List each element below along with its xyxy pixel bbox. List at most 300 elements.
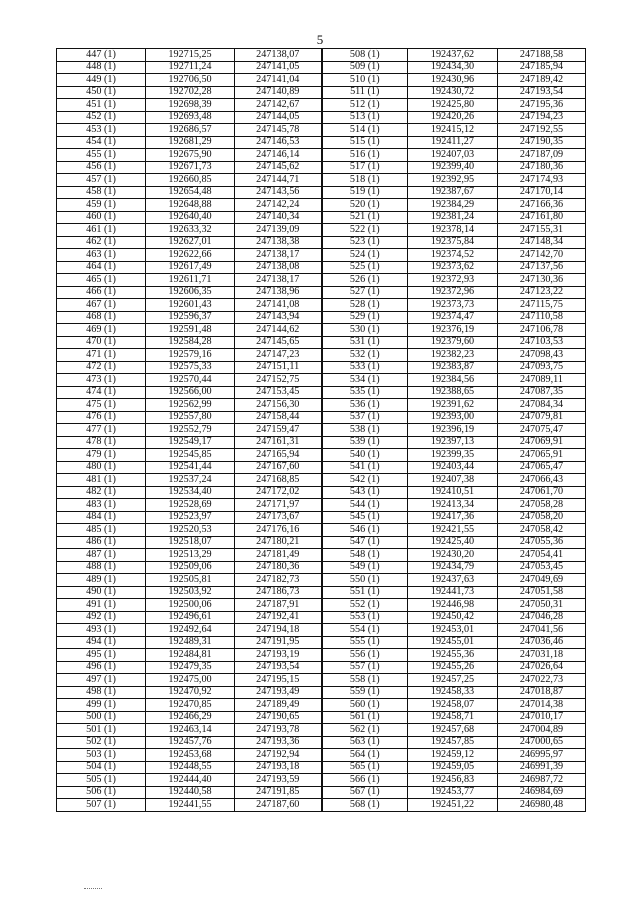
x-left-cell: 192520,53 xyxy=(146,524,235,537)
point-left-cell: 480 (1) xyxy=(57,461,146,474)
x-right-cell: 192425,80 xyxy=(408,99,498,112)
point-right-cell: 549 (1) xyxy=(322,561,408,574)
y-left-cell: 247187,60 xyxy=(235,799,322,812)
point-left-cell: 484 (1) xyxy=(57,511,146,524)
y-left-cell: 247145,62 xyxy=(235,161,322,174)
point-right-cell: 522 (1) xyxy=(322,224,408,237)
table-row xyxy=(57,774,586,787)
y-right-cell: 247065,47 xyxy=(498,461,586,474)
x-right-cell: 192450,42 xyxy=(408,611,498,624)
point-right-cell: 526 (1) xyxy=(322,274,408,287)
point-left-cell: 489 (1) xyxy=(57,574,146,587)
point-left-cell: 448 (1) xyxy=(57,61,146,74)
table-row xyxy=(57,186,586,199)
point-left-cell: 472 (1) xyxy=(57,361,146,374)
x-right-cell: 192407,03 xyxy=(408,149,498,162)
point-left-cell: 474 (1) xyxy=(57,386,146,399)
point-right-cell: 557 (1) xyxy=(322,661,408,674)
y-right-cell: 247050,31 xyxy=(498,599,586,612)
x-left-cell: 192633,32 xyxy=(146,224,235,237)
y-right-cell: 247036,46 xyxy=(498,636,586,649)
y-right-cell: 247180,36 xyxy=(498,161,586,174)
x-left-cell: 192706,50 xyxy=(146,74,235,87)
x-right-cell: 192407,38 xyxy=(408,474,498,487)
table-row xyxy=(57,86,586,99)
y-right-cell: 247106,78 xyxy=(498,324,586,337)
x-left-cell: 192606,35 xyxy=(146,286,235,299)
y-left-cell: 247141,05 xyxy=(235,61,322,74)
x-left-cell: 192541,44 xyxy=(146,461,235,474)
x-right-cell: 192374,47 xyxy=(408,311,498,324)
point-right-cell: 542 (1) xyxy=(322,474,408,487)
x-left-cell: 192500,06 xyxy=(146,599,235,612)
y-left-cell: 247180,36 xyxy=(235,561,322,574)
point-left-cell: 478 (1) xyxy=(57,436,146,449)
x-right-cell: 192451,22 xyxy=(408,799,498,812)
table-row xyxy=(57,274,586,287)
x-right-cell: 192396,19 xyxy=(408,424,498,437)
x-left-cell: 192611,71 xyxy=(146,274,235,287)
x-right-cell: 192382,23 xyxy=(408,349,498,362)
point-left-cell: 473 (1) xyxy=(57,374,146,387)
table-row xyxy=(57,374,586,387)
x-right-cell: 192410,51 xyxy=(408,486,498,499)
point-right-cell: 528 (1) xyxy=(322,299,408,312)
point-right-cell: 517 (1) xyxy=(322,161,408,174)
x-left-cell: 192671,73 xyxy=(146,161,235,174)
x-left-cell: 192693,48 xyxy=(146,111,235,124)
x-left-cell: 192444,40 xyxy=(146,774,235,787)
x-right-cell: 192455,26 xyxy=(408,661,498,674)
y-left-cell: 247187,91 xyxy=(235,599,322,612)
x-right-cell: 192458,07 xyxy=(408,699,498,712)
y-left-cell: 247141,08 xyxy=(235,299,322,312)
table-row xyxy=(57,174,586,187)
y-left-cell: 247138,07 xyxy=(235,49,322,62)
point-right-cell: 548 (1) xyxy=(322,549,408,562)
point-right-cell: 531 (1) xyxy=(322,336,408,349)
y-right-cell: 247115,75 xyxy=(498,299,586,312)
x-left-cell: 192523,97 xyxy=(146,511,235,524)
point-left-cell: 460 (1) xyxy=(57,211,146,224)
table-row xyxy=(57,299,586,312)
x-left-cell: 192675,90 xyxy=(146,149,235,162)
point-right-cell: 546 (1) xyxy=(322,524,408,537)
point-left-cell: 469 (1) xyxy=(57,324,146,337)
y-left-cell: 247144,05 xyxy=(235,111,322,124)
y-right-cell: 247174,93 xyxy=(498,174,586,187)
point-right-cell: 563 (1) xyxy=(322,736,408,749)
point-right-cell: 551 (1) xyxy=(322,586,408,599)
table-row xyxy=(57,49,586,62)
y-right-cell: 247022,73 xyxy=(498,674,586,687)
point-right-cell: 559 (1) xyxy=(322,686,408,699)
x-right-cell: 192430,96 xyxy=(408,74,498,87)
point-right-cell: 510 (1) xyxy=(322,74,408,87)
point-right-cell: 524 (1) xyxy=(322,249,408,262)
y-left-cell: 247138,08 xyxy=(235,261,322,274)
table-row xyxy=(57,736,586,749)
point-left-cell: 505 (1) xyxy=(57,774,146,787)
point-right-cell: 565 (1) xyxy=(322,761,408,774)
x-left-cell: 192552,79 xyxy=(146,424,235,437)
table-row xyxy=(57,149,586,162)
y-left-cell: 247167,60 xyxy=(235,461,322,474)
point-right-cell: 562 (1) xyxy=(322,724,408,737)
point-right-cell: 534 (1) xyxy=(322,374,408,387)
x-left-cell: 192479,35 xyxy=(146,661,235,674)
table-row xyxy=(57,99,586,112)
y-right-cell: 247187,09 xyxy=(498,149,586,162)
table-row xyxy=(57,661,586,674)
y-right-cell: 246995,97 xyxy=(498,749,586,762)
point-right-cell: 543 (1) xyxy=(322,486,408,499)
y-right-cell: 247137,56 xyxy=(498,261,586,274)
point-right-cell: 530 (1) xyxy=(322,324,408,337)
x-left-cell: 192584,28 xyxy=(146,336,235,349)
table-row xyxy=(57,224,586,237)
point-left-cell: 464 (1) xyxy=(57,261,146,274)
y-left-cell: 247181,49 xyxy=(235,549,322,562)
x-right-cell: 192459,12 xyxy=(408,749,498,762)
y-right-cell: 247148,34 xyxy=(498,236,586,249)
point-right-cell: 525 (1) xyxy=(322,261,408,274)
point-right-cell: 518 (1) xyxy=(322,174,408,187)
table-row xyxy=(57,399,586,412)
point-right-cell: 529 (1) xyxy=(322,311,408,324)
point-right-cell: 515 (1) xyxy=(322,136,408,149)
table-row xyxy=(57,199,586,212)
y-left-cell: 247172,02 xyxy=(235,486,322,499)
point-left-cell: 466 (1) xyxy=(57,286,146,299)
x-left-cell: 192453,68 xyxy=(146,749,235,762)
point-right-cell: 535 (1) xyxy=(322,386,408,399)
point-left-cell: 499 (1) xyxy=(57,699,146,712)
y-right-cell: 247018,87 xyxy=(498,686,586,699)
coordinates-table xyxy=(56,48,586,812)
table-row xyxy=(57,124,586,137)
x-left-cell: 192470,85 xyxy=(146,699,235,712)
point-left-cell: 490 (1) xyxy=(57,586,146,599)
y-right-cell: 247093,75 xyxy=(498,361,586,374)
y-right-cell: 247185,94 xyxy=(498,61,586,74)
point-left-cell: 485 (1) xyxy=(57,524,146,537)
point-right-cell: 558 (1) xyxy=(322,674,408,687)
y-right-cell: 247194,23 xyxy=(498,111,586,124)
table-row xyxy=(57,74,586,87)
coordinates-table-body xyxy=(57,49,586,812)
table-row xyxy=(57,574,586,587)
point-left-cell: 476 (1) xyxy=(57,411,146,424)
y-left-cell: 247144,71 xyxy=(235,174,322,187)
point-left-cell: 451 (1) xyxy=(57,99,146,112)
x-left-cell: 192640,40 xyxy=(146,211,235,224)
y-right-cell: 247041,56 xyxy=(498,624,586,637)
y-right-cell: 247010,17 xyxy=(498,711,586,724)
table-row xyxy=(57,636,586,649)
x-left-cell: 192591,48 xyxy=(146,324,235,337)
y-right-cell: 247061,70 xyxy=(498,486,586,499)
point-left-cell: 495 (1) xyxy=(57,649,146,662)
x-left-cell: 192537,24 xyxy=(146,474,235,487)
y-right-cell: 247065,91 xyxy=(498,449,586,462)
x-right-cell: 192455,01 xyxy=(408,636,498,649)
x-right-cell: 192379,60 xyxy=(408,336,498,349)
point-right-cell: 540 (1) xyxy=(322,449,408,462)
y-right-cell: 247161,80 xyxy=(498,211,586,224)
y-left-cell: 247173,67 xyxy=(235,511,322,524)
x-left-cell: 192457,76 xyxy=(146,736,235,749)
point-right-cell: 560 (1) xyxy=(322,699,408,712)
point-right-cell: 564 (1) xyxy=(322,749,408,762)
point-right-cell: 536 (1) xyxy=(322,399,408,412)
point-left-cell: 493 (1) xyxy=(57,624,146,637)
point-left-cell: 498 (1) xyxy=(57,686,146,699)
y-left-cell: 247158,44 xyxy=(235,411,322,424)
point-left-cell: 468 (1) xyxy=(57,311,146,324)
point-left-cell: 487 (1) xyxy=(57,549,146,562)
y-right-cell: 247084,34 xyxy=(498,399,586,412)
table-row xyxy=(57,761,586,774)
point-left-cell: 471 (1) xyxy=(57,349,146,362)
point-right-cell: 547 (1) xyxy=(322,536,408,549)
table-row xyxy=(57,486,586,499)
y-left-cell: 247142,24 xyxy=(235,199,322,212)
x-right-cell: 192393,00 xyxy=(408,411,498,424)
y-right-cell: 247049,69 xyxy=(498,574,586,587)
table-row xyxy=(57,361,586,374)
point-right-cell: 532 (1) xyxy=(322,349,408,362)
y-right-cell: 247188,58 xyxy=(498,49,586,62)
y-right-cell: 246991,39 xyxy=(498,761,586,774)
x-left-cell: 192570,44 xyxy=(146,374,235,387)
table-row xyxy=(57,336,586,349)
x-right-cell: 192457,68 xyxy=(408,724,498,737)
y-right-cell: 247189,42 xyxy=(498,74,586,87)
table-row xyxy=(57,686,586,699)
y-right-cell: 247051,58 xyxy=(498,586,586,599)
y-left-cell: 247191,95 xyxy=(235,636,322,649)
y-left-cell: 247147,23 xyxy=(235,349,322,362)
x-right-cell: 192453,01 xyxy=(408,624,498,637)
table-row xyxy=(57,236,586,249)
point-right-cell: 512 (1) xyxy=(322,99,408,112)
point-right-cell: 513 (1) xyxy=(322,111,408,124)
y-left-cell: 247138,17 xyxy=(235,274,322,287)
point-left-cell: 453 (1) xyxy=(57,124,146,137)
point-right-cell: 544 (1) xyxy=(322,499,408,512)
table-row xyxy=(57,549,586,562)
point-left-cell: 507 (1) xyxy=(57,799,146,812)
y-right-cell: 247026,64 xyxy=(498,661,586,674)
table-row xyxy=(57,649,586,662)
y-right-cell: 247046,28 xyxy=(498,611,586,624)
x-left-cell: 192441,55 xyxy=(146,799,235,812)
x-left-cell: 192484,81 xyxy=(146,649,235,662)
point-right-cell: 566 (1) xyxy=(322,774,408,787)
point-right-cell: 554 (1) xyxy=(322,624,408,637)
table-row xyxy=(57,786,586,799)
x-right-cell: 192459,05 xyxy=(408,761,498,774)
point-right-cell: 509 (1) xyxy=(322,61,408,74)
x-left-cell: 192545,85 xyxy=(146,449,235,462)
y-left-cell: 247138,38 xyxy=(235,236,322,249)
x-right-cell: 192437,63 xyxy=(408,574,498,587)
y-left-cell: 247193,49 xyxy=(235,686,322,699)
table-row xyxy=(57,286,586,299)
x-left-cell: 192566,00 xyxy=(146,386,235,399)
page-number: 5 xyxy=(316,32,324,47)
point-left-cell: 456 (1) xyxy=(57,161,146,174)
table-row xyxy=(57,61,586,74)
y-right-cell: 247087,35 xyxy=(498,386,586,399)
point-left-cell: 482 (1) xyxy=(57,486,146,499)
point-right-cell: 556 (1) xyxy=(322,649,408,662)
table-row xyxy=(57,411,586,424)
x-right-cell: 192453,77 xyxy=(408,786,498,799)
point-right-cell: 521 (1) xyxy=(322,211,408,224)
x-right-cell: 192430,72 xyxy=(408,86,498,99)
x-right-cell: 192384,56 xyxy=(408,374,498,387)
y-right-cell: 247075,47 xyxy=(498,424,586,437)
y-left-cell: 247195,15 xyxy=(235,674,322,687)
y-left-cell: 247180,21 xyxy=(235,536,322,549)
x-right-cell: 192437,62 xyxy=(408,49,498,62)
point-right-cell: 538 (1) xyxy=(322,424,408,437)
y-left-cell: 247151,11 xyxy=(235,361,322,374)
point-left-cell: 455 (1) xyxy=(57,149,146,162)
table-row xyxy=(57,561,586,574)
x-left-cell: 192627,01 xyxy=(146,236,235,249)
y-left-cell: 247193,78 xyxy=(235,724,322,737)
y-right-cell: 247190,35 xyxy=(498,136,586,149)
x-right-cell: 192392,95 xyxy=(408,174,498,187)
y-left-cell: 247165,94 xyxy=(235,449,322,462)
x-left-cell: 192660,85 xyxy=(146,174,235,187)
point-left-cell: 496 (1) xyxy=(57,661,146,674)
table-row xyxy=(57,261,586,274)
point-right-cell: 553 (1) xyxy=(322,611,408,624)
x-right-cell: 192434,79 xyxy=(408,561,498,574)
point-left-cell: 486 (1) xyxy=(57,536,146,549)
y-right-cell: 247110,58 xyxy=(498,311,586,324)
point-right-cell: 523 (1) xyxy=(322,236,408,249)
y-right-cell: 247142,70 xyxy=(498,249,586,262)
point-right-cell: 519 (1) xyxy=(322,186,408,199)
x-left-cell: 192596,37 xyxy=(146,311,235,324)
point-right-cell: 545 (1) xyxy=(322,511,408,524)
table-row xyxy=(57,424,586,437)
x-left-cell: 192562,99 xyxy=(146,399,235,412)
x-right-cell: 192388,65 xyxy=(408,386,498,399)
table-row xyxy=(57,386,586,399)
y-right-cell: 246987,72 xyxy=(498,774,586,787)
table-row xyxy=(57,524,586,537)
y-right-cell: 247193,54 xyxy=(498,86,586,99)
y-right-cell: 246984,69 xyxy=(498,786,586,799)
x-right-cell: 192381,24 xyxy=(408,211,498,224)
point-right-cell: 520 (1) xyxy=(322,199,408,212)
x-right-cell: 192375,84 xyxy=(408,236,498,249)
y-left-cell: 247161,31 xyxy=(235,436,322,449)
x-right-cell: 192430,20 xyxy=(408,549,498,562)
x-right-cell: 192456,83 xyxy=(408,774,498,787)
y-left-cell: 247194,18 xyxy=(235,624,322,637)
table-row xyxy=(57,449,586,462)
y-right-cell: 247123,22 xyxy=(498,286,586,299)
table-row xyxy=(57,511,586,524)
point-left-cell: 497 (1) xyxy=(57,674,146,687)
y-left-cell: 247193,54 xyxy=(235,661,322,674)
y-right-cell: 247000,65 xyxy=(498,736,586,749)
x-left-cell: 192698,39 xyxy=(146,99,235,112)
x-left-cell: 192440,58 xyxy=(146,786,235,799)
x-right-cell: 192374,52 xyxy=(408,249,498,262)
y-left-cell: 247156,30 xyxy=(235,399,322,412)
table-row xyxy=(57,536,586,549)
x-left-cell: 192715,25 xyxy=(146,49,235,62)
y-left-cell: 247159,47 xyxy=(235,424,322,437)
x-left-cell: 192549,17 xyxy=(146,436,235,449)
y-left-cell: 247145,78 xyxy=(235,124,322,137)
x-left-cell: 192463,14 xyxy=(146,724,235,737)
table-row xyxy=(57,474,586,487)
x-right-cell: 192411,27 xyxy=(408,136,498,149)
y-right-cell: 247098,43 xyxy=(498,349,586,362)
table-row xyxy=(57,136,586,149)
y-right-cell: 247053,45 xyxy=(498,561,586,574)
x-right-cell: 192446,98 xyxy=(408,599,498,612)
y-left-cell: 247146,53 xyxy=(235,136,322,149)
y-right-cell: 247103,53 xyxy=(498,336,586,349)
x-right-cell: 192372,93 xyxy=(408,274,498,287)
point-left-cell: 454 (1) xyxy=(57,136,146,149)
point-right-cell: 537 (1) xyxy=(322,411,408,424)
x-left-cell: 192579,16 xyxy=(146,349,235,362)
x-right-cell: 192403,44 xyxy=(408,461,498,474)
x-left-cell: 192686,57 xyxy=(146,124,235,137)
y-right-cell: 247089,11 xyxy=(498,374,586,387)
y-left-cell: 247193,18 xyxy=(235,761,322,774)
table-row xyxy=(57,436,586,449)
table-row xyxy=(57,349,586,362)
point-left-cell: 488 (1) xyxy=(57,561,146,574)
y-right-cell: 247054,41 xyxy=(498,549,586,562)
x-left-cell: 192518,07 xyxy=(146,536,235,549)
point-left-cell: 483 (1) xyxy=(57,499,146,512)
x-left-cell: 192513,29 xyxy=(146,549,235,562)
x-right-cell: 192413,34 xyxy=(408,499,498,512)
y-right-cell: 247066,43 xyxy=(498,474,586,487)
point-left-cell: 467 (1) xyxy=(57,299,146,312)
y-left-cell: 247138,96 xyxy=(235,286,322,299)
x-left-cell: 192711,24 xyxy=(146,61,235,74)
x-left-cell: 192617,49 xyxy=(146,261,235,274)
x-left-cell: 192492,64 xyxy=(146,624,235,637)
point-left-cell: 470 (1) xyxy=(57,336,146,349)
table-row xyxy=(57,724,586,737)
x-right-cell: 192397,13 xyxy=(408,436,498,449)
x-right-cell: 192415,12 xyxy=(408,124,498,137)
point-right-cell: 527 (1) xyxy=(322,286,408,299)
point-left-cell: 502 (1) xyxy=(57,736,146,749)
x-left-cell: 192448,55 xyxy=(146,761,235,774)
y-left-cell: 247139,09 xyxy=(235,224,322,237)
y-right-cell: 247166,36 xyxy=(498,199,586,212)
table-row xyxy=(57,611,586,624)
x-left-cell: 192466,29 xyxy=(146,711,235,724)
x-left-cell: 192648,88 xyxy=(146,199,235,212)
